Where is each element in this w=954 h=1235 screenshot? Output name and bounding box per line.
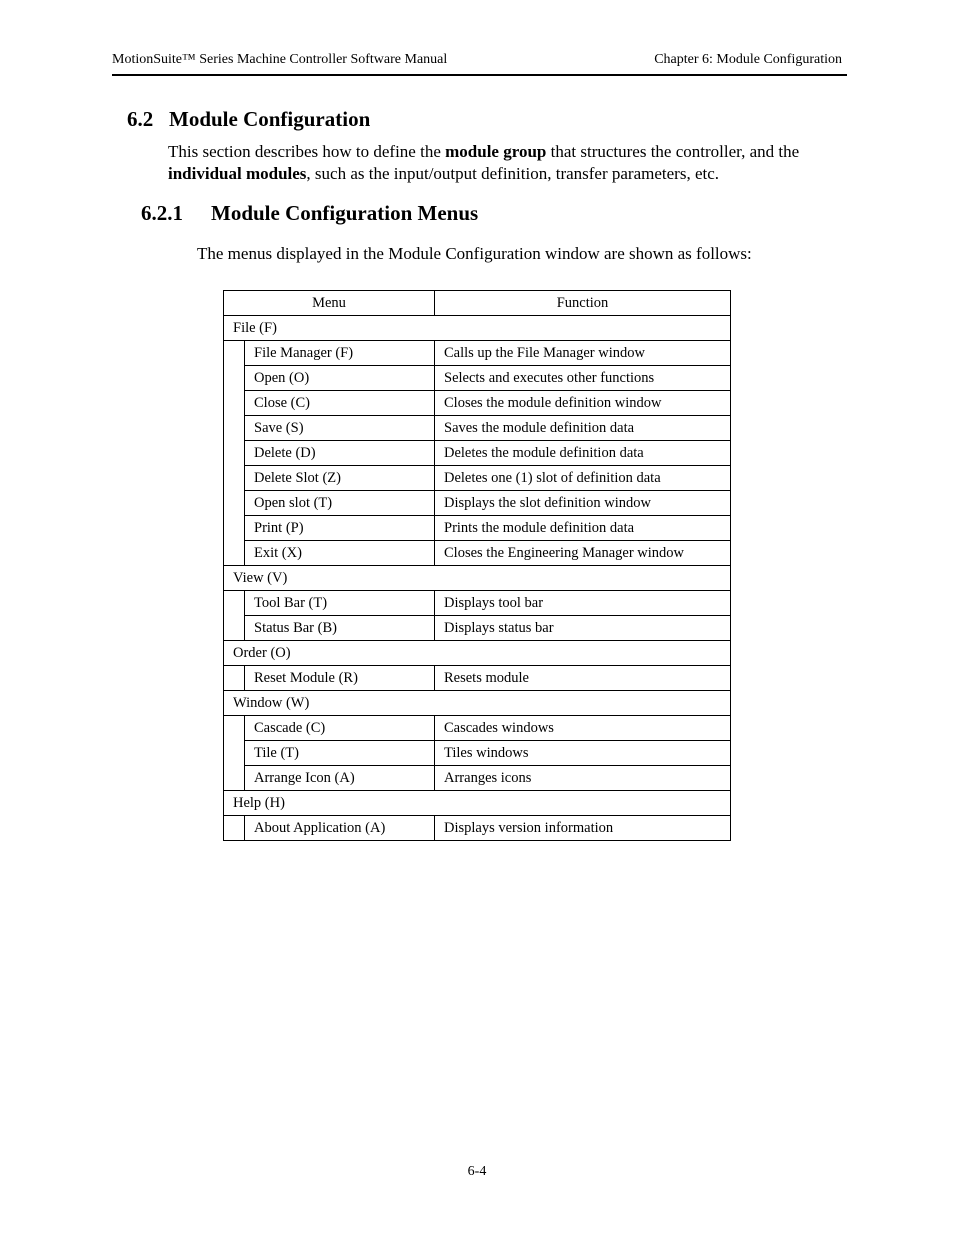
menu-column-header: Menu bbox=[224, 291, 435, 316]
menu-item-cell: Status Bar (B) bbox=[245, 616, 435, 641]
intro-bold-2: individual modules bbox=[168, 164, 307, 183]
menu-item-cell: Delete Slot (Z) bbox=[245, 466, 435, 491]
table-group-row bbox=[224, 641, 731, 666]
function-cell: Saves the module definition data bbox=[435, 416, 731, 441]
menu-item-cell: Cascade (C) bbox=[245, 716, 435, 741]
function-cell: Displays the slot definition window bbox=[435, 491, 731, 516]
intro-text-1: This section describes how to define the bbox=[168, 142, 446, 161]
menu-group-label: Help (H) bbox=[224, 791, 731, 816]
table-group-row bbox=[224, 691, 731, 716]
function-cell: Closes the Engineering Manager window bbox=[435, 541, 731, 566]
page-number: 6-4 bbox=[467, 1164, 487, 1179]
menu-item-cell: File Manager (F) bbox=[245, 341, 435, 366]
menu-group-label: Order (O) bbox=[224, 641, 731, 666]
manual-title: MotionSuite™ Series Machine Controller Software Manual bbox=[112, 52, 448, 67]
indent-cell bbox=[224, 716, 245, 791]
function-cell: Selects and executes other functions bbox=[435, 366, 731, 391]
table-row bbox=[224, 591, 731, 616]
menu-group-label: File (F) bbox=[224, 316, 731, 341]
section-number: 6.2 bbox=[127, 107, 154, 131]
function-cell: Closes the module definition window bbox=[435, 391, 731, 416]
indent-cell bbox=[224, 666, 245, 691]
table-row bbox=[224, 366, 731, 391]
menu-item-cell: Print (P) bbox=[245, 516, 435, 541]
table-group-row bbox=[224, 566, 731, 591]
table-row bbox=[224, 816, 731, 841]
intro-text-3: , such as the input/output definition, transfer parameters, etc. bbox=[306, 164, 720, 183]
subsection-heading bbox=[141, 201, 478, 226]
table-group-row bbox=[224, 316, 731, 341]
indent-cell bbox=[224, 591, 245, 641]
menu-item-cell: Tool Bar (T) bbox=[245, 591, 435, 616]
menu-item-cell: Tile (T) bbox=[245, 741, 435, 766]
table-row bbox=[224, 391, 731, 416]
menu-item-cell: Exit (X) bbox=[245, 541, 435, 566]
subsection-title: Module Configuration Menus bbox=[211, 201, 479, 225]
menu-item-cell: Open slot (T) bbox=[245, 491, 435, 516]
table-row bbox=[224, 491, 731, 516]
table-row bbox=[224, 741, 731, 766]
section-intro bbox=[168, 141, 853, 185]
table-row bbox=[224, 441, 731, 466]
function-cell: Displays version information bbox=[435, 816, 731, 841]
subsection-lead: The menus displayed in the Module Configuration window are shown as follows: bbox=[197, 244, 752, 263]
table-row bbox=[224, 341, 731, 366]
function-cell: Displays tool bar bbox=[435, 591, 731, 616]
subsection-number: 6.2.1 bbox=[141, 201, 183, 225]
menu-group-label: View (V) bbox=[224, 566, 731, 591]
page-header bbox=[112, 52, 847, 76]
table-group-row bbox=[224, 791, 731, 816]
function-cell: Deletes one (1) slot of definition data bbox=[435, 466, 731, 491]
function-column-header: Function bbox=[435, 291, 731, 316]
table-row bbox=[224, 616, 731, 641]
menu-item-cell: About Application (A) bbox=[245, 816, 435, 841]
function-cell: Calls up the File Manager window bbox=[435, 341, 731, 366]
intro-text-2: that structures the controller, and the bbox=[546, 142, 800, 161]
function-cell: Prints the module definition data bbox=[435, 516, 731, 541]
function-cell: Displays status bar bbox=[435, 616, 731, 641]
function-cell: Resets module bbox=[435, 666, 731, 691]
function-cell: Tiles windows bbox=[435, 741, 731, 766]
menu-item-cell: Open (O) bbox=[245, 366, 435, 391]
function-cell: Cascades windows bbox=[435, 716, 731, 741]
menu-item-cell: Save (S) bbox=[245, 416, 435, 441]
chapter-title: Chapter 6: Module Configuration bbox=[654, 52, 842, 67]
function-cell: Deletes the module definition data bbox=[435, 441, 731, 466]
table-row bbox=[224, 516, 731, 541]
menu-item-cell: Arrange Icon (A) bbox=[245, 766, 435, 791]
function-cell: Arranges icons bbox=[435, 766, 731, 791]
table-row bbox=[224, 466, 731, 491]
section-heading bbox=[127, 107, 370, 132]
menu-item-cell: Delete (D) bbox=[245, 441, 435, 466]
table-row bbox=[224, 766, 731, 791]
table-header-row bbox=[224, 291, 731, 316]
menu-item-cell: Reset Module (R) bbox=[245, 666, 435, 691]
intro-bold-1: module group bbox=[445, 142, 547, 161]
table-row bbox=[224, 716, 731, 741]
menu-item-cell: Close (C) bbox=[245, 391, 435, 416]
table-row bbox=[224, 666, 731, 691]
indent-cell bbox=[224, 341, 245, 566]
menu-function-table bbox=[223, 290, 731, 841]
section-title: Module Configuration bbox=[169, 107, 371, 131]
table-row bbox=[224, 541, 731, 566]
table-row bbox=[224, 416, 731, 441]
indent-cell bbox=[224, 816, 245, 841]
menu-group-label: Window (W) bbox=[224, 691, 731, 716]
